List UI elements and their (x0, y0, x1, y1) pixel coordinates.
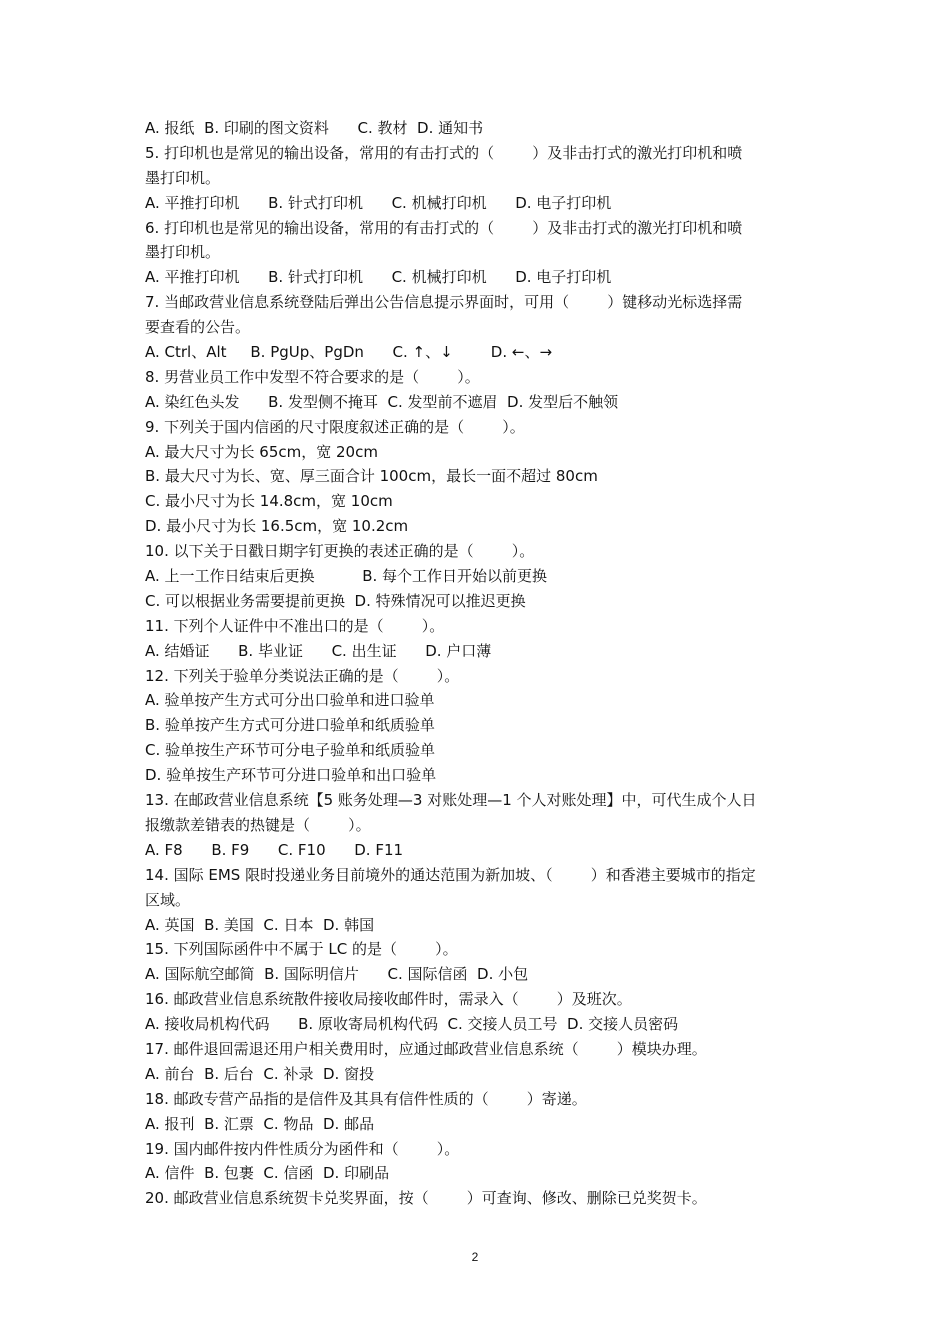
text-line: 要查看的公告。 (145, 318, 251, 337)
text-line: 区域。 (145, 890, 191, 909)
text-line: A. 接收局机构代码 B. 原收寄局机构代码 C. 交接人员工号 D. 交接人员密码 (145, 1015, 679, 1034)
text-line: 20. 邮政营业信息系统贺卡兑奖界面，按（ ）可查询、修改、删除已兑奖贺卡。 (145, 1189, 707, 1208)
text-line: 12. 下列关于验单分类说法正确的是（ ）。 (145, 666, 460, 685)
text-line: 8. 男营业员工作中发型不符合要求的是（ ）。 (145, 367, 480, 386)
text-line: A. F8 B. F9 C. F10 D. F11 (145, 840, 404, 859)
text-line: 15. 下列国际函件中不属于 LC 的是（ ）。 (145, 940, 458, 959)
text-line: 13. 在邮政营业信息系统【5 账务处理—3 对账处理—1 个人对账处理】中，可代生成个人日 (145, 791, 757, 810)
text-line: C. 可以根据业务需要提前更换 D. 特殊情况可以推迟更换 (145, 591, 526, 610)
text-line: A. Ctrl、Alt B. PgUp、PgDn C. ↑、↓ D. ←、→ (145, 343, 553, 362)
text-line: A. 染红色头发 B. 发型侧不掩耳 C. 发型前不遮眉 D. 发型后不触领 (145, 392, 619, 411)
text-line: 报缴款差错表的热键是（ ）。 (145, 815, 371, 834)
text-line: A. 信件 B. 包裹 C. 信函 D. 印刷品 (145, 1164, 390, 1183)
text-line: A. 上一工作日结束后更换 B. 每个工作日开始以前更换 (145, 567, 548, 586)
text-line: 9. 下列关于国内信函的尺寸限度叙述正确的是（ ）。 (145, 417, 525, 436)
text-line: 17. 邮件退回需退还用户相关费用时，应通过邮政营业信息系统（ ）模块办理。 (145, 1039, 707, 1058)
text-line: D. 验单按生产环节可分进口验单和出口验单 (145, 766, 437, 785)
text-line: C. 验单按生产环节可分电子验单和纸质验单 (145, 741, 436, 760)
text-line: 墨打印机。 (145, 168, 221, 187)
text-line: 16. 邮政营业信息系统散件接收局接收邮件时，需录入（ ）及班次。 (145, 990, 632, 1009)
text-line: D. 最小尺寸为长 16.5cm，宽 10.2cm (145, 517, 409, 536)
text-line: 7. 当邮政营业信息系统登陆后弹出公告信息提示界面时，可用（ ）键移动光标选择需 (145, 293, 743, 312)
text-line: A. 平推打印机 B. 针式打印机 C. 机械打印机 D. 电子打印机 (145, 268, 612, 287)
text-line: 6. 打印机也是常见的输出设备，常用的有击打式的（ ）及非击打式的激光打印机和喷 (145, 218, 743, 237)
text-line: 10. 以下关于日戳日期字钉更换的表述正确的是（ ）。 (145, 542, 535, 561)
text-line: A. 国际航空邮简 B. 国际明信片 C. 国际信函 D. 小包 (145, 965, 529, 984)
question-body (145, 116, 815, 1211)
text-line: 19. 国内邮件按内件性质分为函件和（ ）。 (145, 1139, 460, 1158)
text-line: B. 最大尺寸为长、宽、厚三面合计 100cm，最长一面不超过 80cm (145, 467, 598, 486)
page-number: 2 (471, 1250, 479, 1264)
text-line: 5. 打印机也是常见的输出设备，常用的有击打式的（ ）及非击打式的激光打印机和喷 (145, 143, 743, 162)
text-line: A. 英国 B. 美国 C. 日本 D. 韩国 (145, 915, 375, 934)
text-line: C. 最小尺寸为长 14.8cm，宽 10cm (145, 492, 393, 511)
text-line: A. 验单按产生方式可分出口验单和进口验单 (145, 691, 435, 710)
text-line: 14. 国际 EMS 限时投递业务目前境外的通达范围为新加坡、（ ）和香港主要城市的指定 (145, 865, 756, 884)
text-line: B. 验单按产生方式可分进口验单和纸质验单 (145, 716, 435, 735)
text-line: A. 前台 B. 后台 C. 补录 D. 窗投 (145, 1064, 375, 1083)
text-line: A. 报刊 B. 汇票 C. 物品 D. 邮品 (145, 1114, 375, 1133)
text-line: A. 结婚证 B. 毕业证 C. 出生证 D. 户口薄 (145, 641, 492, 660)
text-line: 11. 下列个人证件中不准出口的是（ ）。 (145, 616, 445, 635)
text-line: 墨打印机。 (145, 243, 221, 262)
text-line: 18. 邮政专营产品指的是信件及其具有信件性质的（ ）寄递。 (145, 1089, 587, 1108)
text-line: A. 报纸 B. 印刷的图文资料 C. 教材 D. 通知书 (145, 119, 484, 137)
text-line: A. 最大尺寸为长 65cm，宽 20cm (145, 442, 378, 461)
text-line: A. 平推打印机 B. 针式打印机 C. 机械打印机 D. 电子打印机 (145, 193, 612, 212)
